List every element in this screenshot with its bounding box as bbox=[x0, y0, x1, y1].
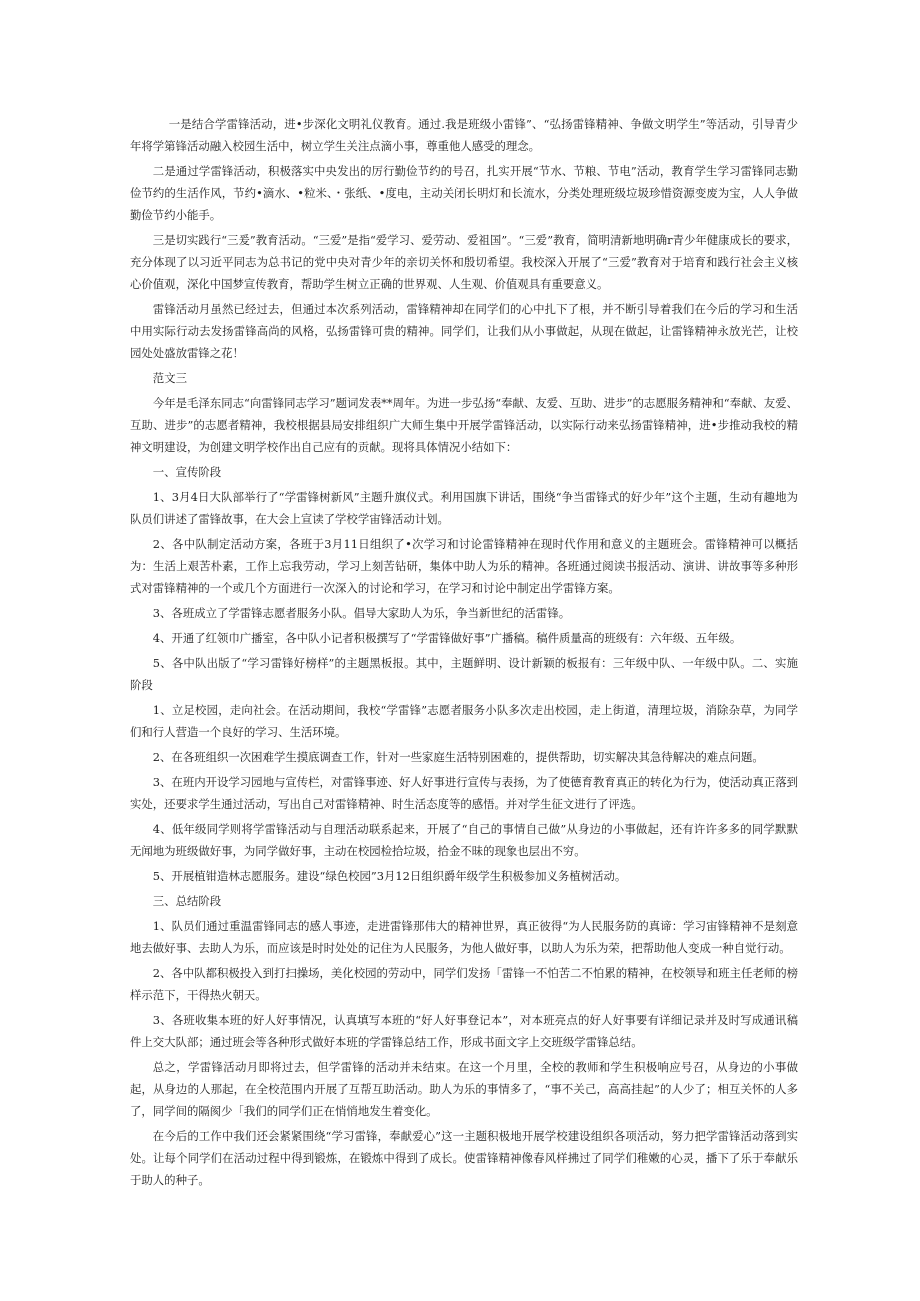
list-item: 5、开展植钳造林志愿服务。建设“绿色校园”3月12日组织爵年级学生积极参加义务植树活动。 bbox=[152, 869, 627, 883]
list-item: 4、开通了红领巾广播室，各中队小记者积极撰写了“学雷锋做好事”广播稿。稿件质量高的班级有：六年级、五年级。 bbox=[152, 631, 742, 645]
list-item: 3、各班收集本班的好人好事情况，认真填写本班的“好人好事登记本”，对本班亮点的好人好事要有详细记录并及时写成通讯稿件上交大队部；通过班会等各种形式做好本班的学雷锋总结工作，形成书面文字上交班级学雷锋总结。 bbox=[130, 1013, 798, 1049]
paragraph-1: 一是结合学雷锋活动，进•步深化文明礼仪教育。通过.我是班级小雷锋”、“弘扬雷锋精神、争做文明学生”等活动，引导青少年将学第锋活动融入校园生活中，树立学生关注点滴小事，尊重他人感受的理念。 bbox=[130, 117, 798, 153]
list-item: 4、低年级同学则将学雷锋活动与自理活动联系起来，开展了“自己的事情自己做”从身边的小事做起，还有许许多多的同学默默无闻地为班级做好事，为同学做好事，主动在校园检拾垃圾，拾金不昧的现象也层出不穷。 bbox=[130, 822, 798, 858]
paragraph-future: 在今后的工作中我们还会紧紧围绕“学习雷锋，奉献爱心”这一主题积极地开展学校建设组织各项活动，努力把学雷锋活动落到实处。让每个同学们在活动过程中得到锻炼，在锻炼中得到了成长。使雷锋精神像春风样拂过了同学们稚嫩的心灵，播下了乐于奉献乐于助人的种子。 bbox=[130, 1129, 798, 1187]
list-item: 2、各中队都积极投入到打扫操场，美化校园的劳动中，同学们发扬「雷锋一不怕苦二不怕累的精神，在校领导和班主任老师的榜样示范下，干得热火朝天。 bbox=[130, 966, 798, 1002]
list-item: 3、各班成立了学雷锋志愿者服务小队。倡导大家助人为乐，争当新世纪的活雷锋。 bbox=[152, 606, 571, 620]
list-item: 2、各中队制定活动方案，各班于3月11日组织了•次学习和讨论雷锋精神在现时代作用和意义的主题班会。雷锋精神可以概括为：生活上艰苦朴素，工作上忘我劳动，学习上刻苦钻研，集体中助人为乐的精神。各班通过阅读书报活动、演讲、讲故事等多种形式对雷锋精神的一个或几个方面进行一次深入的讨论和学习，在学习和讨论中制定出学雷锋方案。 bbox=[130, 537, 798, 595]
paragraph-2: 二是通过学雷锋活动，积极落实中央发出的厉行勤俭节约的号召，扎实开展“节水、节粮、节电”活动，教育学生学习雷锋同志勤俭节约的生活作风，节约•滴水、•粒米、・张纸、•度电，主动关闭长明灯和长流水，分类处理班级垃圾珍惜资源变废为宝，人人争做勤俭节约小能手。 bbox=[130, 164, 798, 222]
section-heading-publicity: 一、宣传阶段 bbox=[152, 465, 222, 479]
list-item: 2、在各班组织一次困难学生摸底调查工作，针对一些家庭生活特别困难的，提供帮助，切实解决其急待解决的难点问题。 bbox=[152, 750, 764, 764]
paragraph-4: 雷锋活动月虽然已经过去，但通过本次系列活动，雷锋精神却在同学们的心中扎下了根，并不断引导着我们在今后的学习和生活中用实际行动去发扬雷锋高尚的风格，弘扬雷锋可贵的精神。同学们，让我们从小事做起，从现在做起，让雷锋精神永放光芒，让校园处处盛放雷锋之花！ bbox=[130, 302, 798, 360]
section-title-fanwen-3: 范文三 bbox=[152, 371, 187, 385]
list-item: 1、队员们通过重温雷锋同志的感人事迹，走进雷锋那伟大的精神世界，真正彼得“为人民服务防的真谛：学习宙锋精神不是刻意地去做好事、去助人为乐，而应该是时时处处的记住为人民服务，为他人做好事，以助人为乐为荣，把帮助他人变成一种自觉行动。 bbox=[130, 919, 798, 955]
list-item: 1、3月4日大队部举行了“学雷锋树新风”主题升旗仪式。利用国旗下讲话，围绕“争当雷锋式的好少年”这个主题，生动有趣地为队员们讲述了雷锋故事，在大会上宣读了学校学宙锋活动计划。 bbox=[130, 490, 798, 526]
paragraph-3: 三是切实践行“三爰”教育活动。“三爱”是指“爱学习、爱劳动、爱祖国”。“三爱”教育，简明清新地明确r青少年健康成长的要求，充分体现了以习近平同志为总书记的党中央对青少年的亲切关怀和殷切希望。我校深入开展了“三爱”教育对于培育和践行社会主义核心价值观，深化中国梦宣传教育，帮助学生树立正确的世界观、人生观、价值观具有重要意义。 bbox=[130, 233, 798, 291]
paragraph-5: 今年是毛泽东同志“向雷锋同志学习”题词发表**周年。为进一步弘扬“奉献、友爱、互助、进步”的志愿服务精神和“奉献、友爱、互助、进步”的志愿者精神，我校根据县局安排组织广大师生集中开展学雷锋活动，以实际行动来弘扬雷锋精神，进•步推动我校的精神文明建设，为创建文明学校作出自己应有的贡献。现将具体情况小结如下： bbox=[130, 396, 798, 454]
section-heading-summary: 三、总结阶段 bbox=[152, 894, 222, 908]
list-item: 3、在班内开设学习园地与宣传栏，对雷锋事迹、好人好事进行宣传与表扬，为了使德育教育真正的转化为行为，使活动真正落到实处，还要求学生通过活动，写出自己对雷锋精神、时生活态度等的感悟。并对学生征文进行了评选。 bbox=[130, 775, 798, 811]
list-item: 5、各中队出版了“学习雷锋好榜样”的主题黑板报。其中，主题鲜明、设计新颖的板报有：三年级中队、一年级中队。二、实施阶段 bbox=[130, 656, 798, 692]
list-item: 1、立足校园，走向社会。在活动期间，我校“学雷锋”志愿者服务小队多次走出校园，走上街道，清理垃圾，消除杂草，为同学们和行人营造一个良好的学习、生活环境。 bbox=[130, 703, 798, 739]
paragraph-conclusion: 总之，学雷锋活动月即将过去，但学雷锋的活动并未结束。在这一个月里，全校的教师和学生积极响应号召，从身边的小事做起，从身边的人那起，在全校范围内开展了互帮互助活动。助人为乐的事情多了，“事不关己，高高挂起”的人少了；相互关怀的人多了，同学间的隔阂少「我们的同学们正在悄悄地发生着变化。 bbox=[130, 1060, 798, 1118]
document-page bbox=[130, 113, 798, 1194]
